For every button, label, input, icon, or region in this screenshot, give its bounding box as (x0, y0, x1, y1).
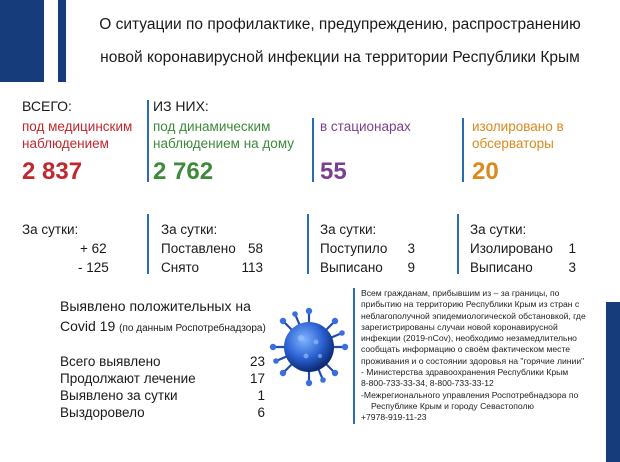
daily-row-value: 1 (568, 241, 576, 256)
label-line: под динамическим (153, 119, 271, 134)
daily-observatory (470, 220, 576, 277)
divider (312, 118, 314, 182)
info-line: Республике Крым и городу Севастополю (371, 400, 534, 411)
daily-title: За сутки: (320, 222, 377, 237)
corner-decoration-left (0, 0, 44, 82)
stat-label: Продолжают лечение (60, 371, 196, 386)
stat-value: 6 (257, 405, 265, 420)
info-line: 8-800-733-33-34, 8-800-733-33-12 (361, 378, 494, 389)
stat-value: 17 (249, 371, 265, 386)
column-head-empty (472, 98, 612, 118)
stat-value: 23 (249, 354, 265, 369)
daily-row-label: Изолировано (470, 241, 553, 256)
info-line: прибытию на территорию Республики Крым из стран с (361, 299, 580, 310)
info-line: инфекции (2019-nCov), необходимо незамедлительно (361, 333, 577, 344)
info-line: +7978-919-11-23 (361, 412, 427, 423)
column-label-dynamic (153, 118, 323, 154)
daily-row-value: 113 (241, 260, 263, 275)
daily-row-label: Поставлено (161, 241, 236, 256)
daily-row (470, 258, 576, 277)
corner-decoration-stripe (58, 0, 66, 82)
daily-row-label: Поступило (320, 241, 388, 256)
divider (457, 214, 459, 274)
info-line: зарегистрированы случаи новой коронавирусной (361, 321, 558, 332)
daily-title: За сутки: (22, 222, 79, 237)
covid-source-note: (по данным Роспотребнадзора) (119, 323, 266, 334)
covid-stats-list (60, 353, 290, 421)
divider (147, 100, 149, 182)
daily-hospital (320, 220, 415, 277)
column-label-observatory (472, 118, 612, 154)
daily-dynamic (161, 220, 263, 277)
column-label-hospital (320, 118, 450, 154)
info-line: сообщать информацию о своём фактическом месте (361, 344, 571, 355)
daily-row (161, 239, 263, 258)
column-observatory (472, 98, 612, 186)
header-line-2: новой коронавирусной инфекции на территории Республики Крым (100, 49, 580, 66)
column-head-total: ВСЕГО: (22, 98, 72, 114)
daily-row-label: Выписано (470, 260, 533, 275)
daily-row-value: 3 (407, 241, 415, 256)
daily-row-value: 3 (568, 260, 576, 275)
page-header (70, 8, 610, 74)
virus-icon (268, 306, 350, 388)
header-line-1: О ситуации по профилактике, предупреждению, распространению (99, 16, 581, 33)
daily-row-value: 58 (247, 241, 263, 256)
covid-stats-box (60, 296, 290, 421)
daily-row (320, 258, 415, 277)
stat-label: Выздоровело (60, 405, 145, 420)
label-line: изолировано в (472, 119, 564, 134)
info-line: Всем гражданам, прибывшим из – за границы, по (361, 288, 560, 298)
column-head-empty (320, 98, 450, 118)
column-value-observatory: 20 (472, 158, 499, 185)
divider (147, 214, 149, 274)
info-line: -Межрегионального управления Роспотребнадзора по (361, 389, 579, 400)
label-line: наблюдением (22, 136, 109, 151)
daily-minus: - 125 (78, 260, 109, 275)
info-line: неблагополучной эпидемиологической обстановкой, где (361, 310, 586, 321)
label-line: под медицинским (22, 119, 133, 134)
info-line: - Министерства здравоохранения Республики Крым (361, 367, 569, 378)
covid-title-1: Выявлено положительных на (60, 298, 251, 314)
daily-row-label: Снято (161, 260, 200, 275)
daily-title: За сутки: (470, 222, 527, 237)
divider (307, 214, 309, 274)
column-head-dynamic: ИЗ НИХ: (153, 98, 209, 114)
stat-row (60, 387, 265, 404)
daily-row-label: Выписано (320, 260, 383, 275)
stat-row (60, 404, 265, 421)
daily-total (22, 220, 122, 277)
daily-row-value: 9 (407, 260, 415, 275)
info-line: проживания и о состоянии здоровья на "горячие линии" (361, 355, 585, 366)
hotline-info (353, 288, 611, 424)
label-line: наблюдением на дому (153, 136, 294, 151)
corner-gap (44, 0, 58, 82)
daily-plus: + 62 (80, 241, 107, 256)
daily-title: За сутки: (161, 222, 218, 237)
daily-row (161, 258, 263, 277)
stat-label: Всего выявлено (60, 354, 161, 369)
covid-title-2: Covid 19 (60, 318, 116, 334)
column-value-dynamic: 2 762 (153, 158, 214, 185)
column-value-hospital: 55 (320, 158, 347, 185)
stat-value: 1 (257, 388, 265, 403)
stat-label: Выявлено за сутки (60, 388, 178, 403)
column-dynamic (153, 98, 323, 186)
label-line: в стационарах (320, 119, 411, 134)
column-value-total: 2 837 (22, 158, 83, 185)
label-line: обсерваторы (472, 136, 554, 151)
covid-title-line-2 (60, 316, 290, 339)
column-label-total (22, 118, 147, 154)
daily-row (470, 239, 576, 258)
column-hospital (320, 98, 450, 186)
daily-row (320, 239, 415, 258)
divider (462, 118, 464, 182)
column-total (22, 98, 147, 186)
stat-row (60, 353, 265, 370)
stat-row (60, 370, 265, 387)
